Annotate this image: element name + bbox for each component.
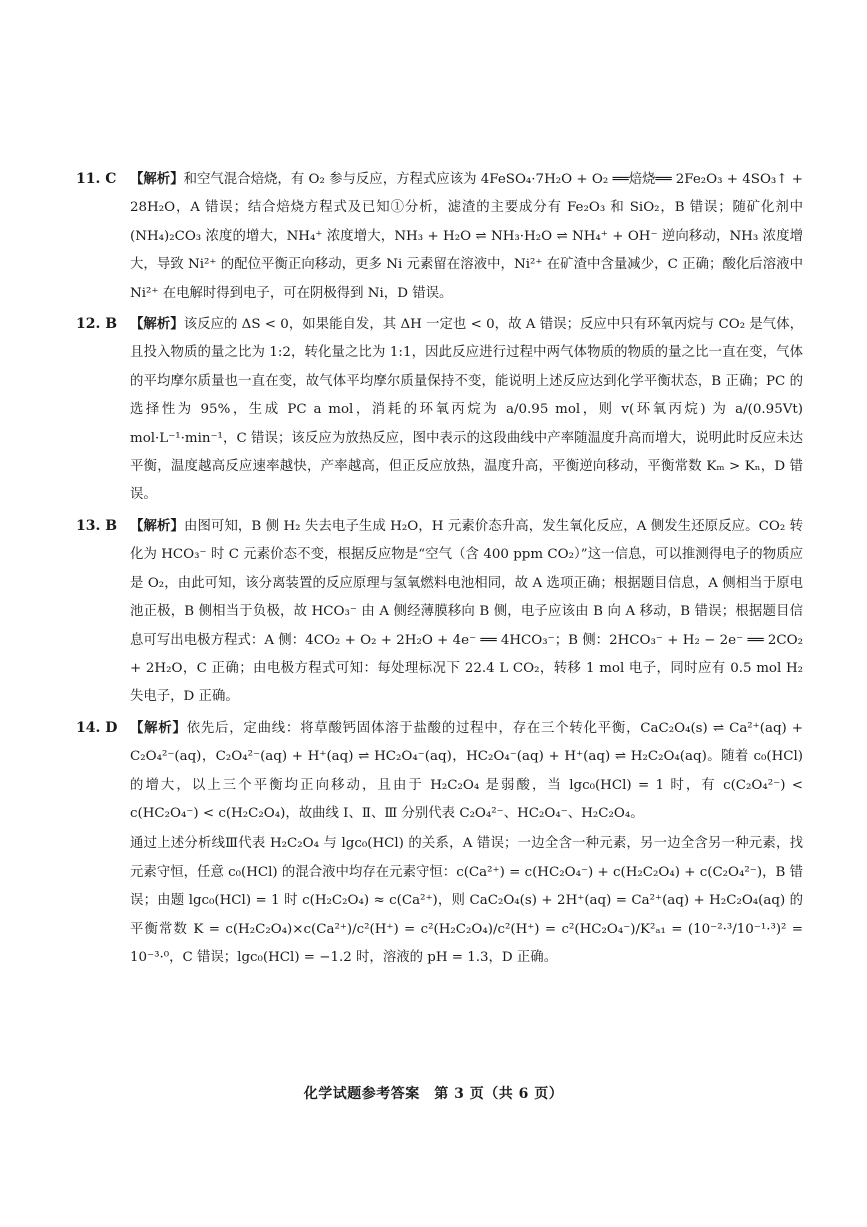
question-number: 14. D <box>76 719 118 736</box>
explanation-paragraph <box>130 714 803 829</box>
analysis-tag: 【解析】 <box>130 517 184 534</box>
answer-item <box>76 714 803 973</box>
answer-body <box>130 165 803 308</box>
analysis-tag: 【解析】 <box>130 719 187 736</box>
answer-item <box>76 512 803 712</box>
explanation-paragraph <box>130 165 803 308</box>
explanation-paragraph <box>130 512 803 712</box>
explanation-text: 通过上述分析线Ⅲ代表 H₂C₂O₄ 与 lgc₀(HCl) 的关系，A 错误；一边全含一种元素，另一边全含另一种元素，找元素守恒，任意 c₀(HCl) 的混合液中均存在元素守恒：c(Ca²⁺) = c(HC₂O₄⁻) + c(H₂C₂O₄) + c(C₂O₄²⁻)，B 错误；由题 lgc₀(HCl) = 1 时 c(H₂C₂O₄) ≈ c(Ca²⁺)，则 CaC₂O₄(s) + 2H⁺(aq) = Ca²⁺(aq) + H₂C₂O₄(aq) 的平衡常数 K = c(H₂C₂O₄)×c(Ca²⁺)/c²(H⁺) = c²(H₂C₂O₄)/c²(H⁺) = c²(HC₂O₄⁻)/K²ₐ₁ = (10⁻²·³/10⁻¹·³)² = 10⁻³·⁰，C 错误；lgc₀(HCl) = −1.2 时，溶液的 pH = 1.3，D 正确。 <box>130 836 803 965</box>
answer-item <box>76 165 803 308</box>
explanation-paragraph <box>130 830 803 972</box>
answer-body <box>130 714 803 973</box>
explanation-text: 依先后，定曲线：将草酸钙固体溶于盐酸的过程中，存在三个转化平衡，CaC₂O₄(s) ⇌ Ca²⁺(aq) + C₂O₄²⁻(aq)，C₂O₄²⁻(aq) + H⁺(aq) ⇌ HC₂O₄⁻(aq)，HC₂O₄⁻(aq) + H⁺(aq) ⇌ H₂C₂O₄(aq)。随着 c₀(HCl) 的增大，以上三个平衡均正向移动，且由于 H₂C₂O₄ 是弱酸，当 lgc₀(HCl) = 1 时，有 c(C₂O₄²⁻) < c(HC₂O₄⁻) < c(H₂C₂O₄)，故曲线 Ⅰ、Ⅱ、Ⅲ 分别代表 C₂O₄²⁻、HC₂O₄⁻、H₂C₂O₄。 <box>130 720 804 821</box>
question-number: 12. B <box>76 316 118 333</box>
page-footer: 化学试题参考答案 第 3 页（共 6 页） <box>303 1086 564 1102</box>
explanation-text: 由图可知，B 侧 H₂ 失去电子生成 H₂O，H 元素价态升高，发生氧化反应，A 侧发生还原反应。CO₂ 转化为 HCO₃⁻ 时 C 元素价态不变，根据反应物是“空气（含 400 ppm CO₂）”这一信息，可以推测得电子的物质应是 O₂，由此可知，该分离装置的反应原理与氢氧燃料电池相同，故 A 选项正确；根据题目信息，A 侧相当于原电池正极，B 侧相当于负极，故 HCO₃⁻ 由 A 侧经薄膜移向 B 侧，电子应该由 B 向 A 移动，B 错误；根据题目信息可写出电极方程式：A 侧：4CO₂ + O₂ + 2H₂O + 4e⁻ ══ 4HCO₃⁻；B 侧：2HCO₃⁻ + H₂ − 2e⁻ ══ 2CO₂ + 2H₂O，C 正确；由电极方程式可知：每处理标况下 22.4 L CO₂，转移 1 mol 电子，同时应有 0.5 mol H₂ 失电子，D 正确。 <box>130 518 803 705</box>
analysis-tag: 【解析】 <box>130 316 184 333</box>
answer-body <box>130 512 803 712</box>
explanation-text: 和空气混合焙烧，有 O₂ 参与反应，方程式应该为 4FeSO₄·7H₂O + O₂ ══焙烧══ 2Fe₂O₃ + 4SO₃↑ + 28H₂O，A 错误；结合焙烧方程式及已知①分析，滤渣的主要成分有 Fe₂O₃ 和 SiO₂，B 错误；随矿化剂中 (NH₄)₂CO₃ 浓度的增大，NH₄⁺ 浓度增大，NH₃ + H₂O ⇌ NH₃·H₂O ⇌ NH₄⁺ + OH⁻ 逆向移动，NH₃ 浓度增大，导致 Ni²⁺ 的配位平衡正向移动，更多 Ni 元素留在溶液中，Ni²⁺ 在矿渣中含量减少，C 正确；酸化后溶液中 Ni²⁺ 在电解时得到电子，可在阴极得到 Ni，D 错误。 <box>130 172 803 301</box>
answer-item <box>76 310 803 510</box>
question-number: 13. B <box>76 517 118 534</box>
explanation-paragraph <box>130 310 803 510</box>
explanation-text: 该反应的 ΔS < 0，如果能自发，其 ΔH 一定也 < 0，故 A 错误；反应中只有环氧丙烷与 CO₂ 是气体，且投入物质的量之比为 1:2，转化量之比为 1:1，因此反应进行过程中两气体物质的物质的量之比一直在变，气体的平均摩尔质量也一直在变，故气体平均摩尔质量保持不变，能说明上述反应达到化学平衡状态，B 正确；PC 的选择性为 95%，生成 PC a mol，消耗的环氧丙烷为 a/0.95 mol，则 v(环氧丙烷) 为 a/(0.95Vt) mol·L⁻¹·min⁻¹，C 错误；该反应为放热反应，图中表示的这段曲线中产率随温度升高而增大，说明此时反应未达平衡，温度越高反应速率越快，产率越高，但正反应放热，温度升高，平衡逆向移动，平衡常数 Kₘ > Kₙ，D 错误。 <box>130 317 803 503</box>
analysis-tag: 【解析】 <box>130 171 184 187</box>
answer-list <box>76 165 803 972</box>
answer-body <box>130 310 803 510</box>
question-number: 11. C <box>76 171 117 187</box>
